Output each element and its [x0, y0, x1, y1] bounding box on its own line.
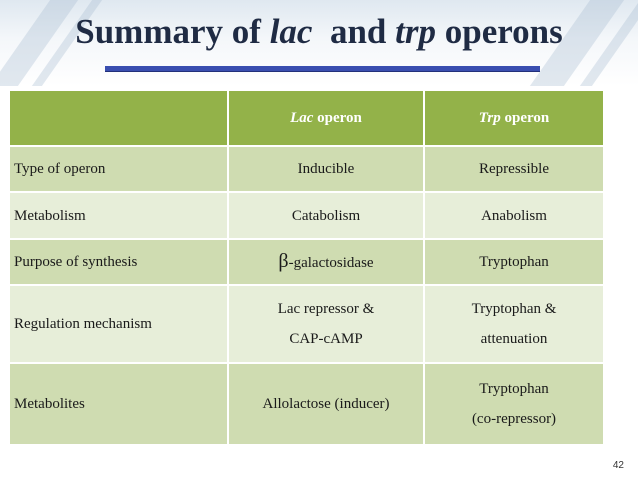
lac-cell: Allolactose (inducer): [228, 363, 424, 445]
row-label: Metabolism: [9, 192, 228, 239]
lac-cell-line2: CAP-cAMP: [289, 331, 363, 347]
lac-cell: [228, 285, 424, 363]
trp-cell: Anabolism: [424, 192, 604, 239]
header-lac-italic: Lac: [290, 110, 314, 126]
title-text: Summary of: [75, 12, 270, 51]
trp-cell-line2: (co-repressor): [471, 411, 557, 427]
title-text: and: [312, 12, 396, 51]
lac-cell: [228, 239, 424, 285]
header-cell-trp: [424, 90, 604, 146]
trp-cell: Repressible: [424, 146, 604, 192]
trp-cell: Tryptophan: [424, 239, 604, 285]
lac-cell: Catabolism: [228, 192, 424, 239]
row-label: Metabolites: [9, 363, 228, 445]
header-trp-italic: Trp: [478, 110, 501, 126]
beta-symbol: β: [278, 250, 289, 272]
summary-table: [8, 89, 605, 446]
table-row: [9, 239, 604, 285]
trp-cell: [424, 363, 604, 445]
row-label: Purpose of synthesis: [9, 239, 228, 285]
row-label: Regulation mechanism: [9, 285, 228, 363]
table-row: [9, 363, 604, 445]
trp-cell-line2: attenuation: [480, 331, 548, 347]
title-underline: [105, 66, 540, 72]
trp-cell-line1: Tryptophan &: [471, 301, 557, 317]
header-cell-empty: [9, 90, 228, 146]
title-trp: trp: [395, 12, 436, 51]
title-lac: lac: [269, 12, 313, 51]
table-row: [9, 285, 604, 363]
table-header-row: [9, 90, 604, 146]
trp-cell-line1: Tryptophan: [479, 381, 549, 397]
row-label: Type of operon: [9, 146, 228, 192]
lac-cell-line1: Lac repressor &: [277, 301, 375, 317]
page-number: 42: [612, 460, 624, 471]
trp-cell: [424, 285, 604, 363]
lac-cell-text: -galactosidase: [288, 255, 374, 271]
header-lac-suffix: operon: [313, 110, 362, 126]
title-text: operons: [436, 12, 563, 51]
header-cell-lac: [228, 90, 424, 146]
lac-cell: Inducible: [228, 146, 424, 192]
table-row: [9, 146, 604, 192]
header-trp-suffix: operon: [500, 110, 550, 126]
slide-title: [0, 12, 638, 52]
table-row: [9, 192, 604, 239]
